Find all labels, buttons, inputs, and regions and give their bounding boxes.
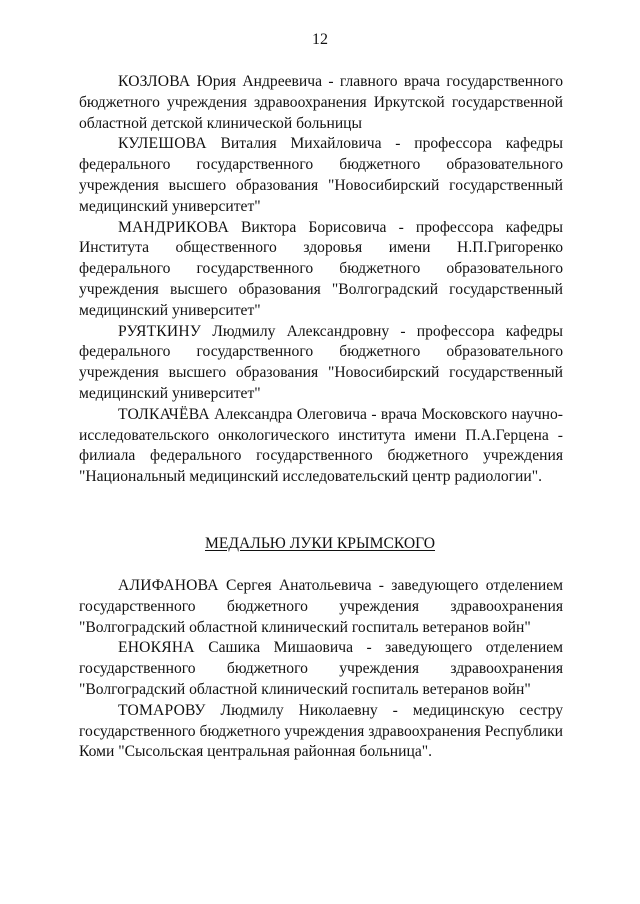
recipient-surname: ТОМАРОВУ [118,701,206,719]
award-list-1 [79,72,563,488]
recipient-details: Сашика Мишаовича - заведующего отделением государственного бюджетного учреждения здравоохранения "Волгоградский областной клинический госпиталь ветеранов войн" [79,639,563,698]
recipient-details: Людмилу Николаевну - медицинскую сестру государственного бюджетного учреждения здравоохранения Республики Коми "Сысольская центральная районная больница". [79,701,563,761]
page-number: 12 [312,31,328,48]
recipient-surname: АЛИФАНОВА [118,577,219,594]
recipient-details: Виктора Борисовича - профессора кафедры Института общественного здоровья имени Н.П.Григоренко федерального государственного бюджетного образовательного учреждения высшего образования "Волгоградский государственный медицинский университет" [79,218,563,319]
award-entry [79,701,563,763]
award-entry [79,405,563,488]
award-list-2 [79,576,563,763]
recipient-surname: РУЯТКИНУ [118,322,202,340]
award-entry [79,322,563,405]
award-entry [79,638,563,700]
recipient-surname: ЕНОКЯНА [118,639,195,657]
award-entry [79,218,563,322]
section-heading [0,534,640,554]
award-entry [79,134,563,217]
recipient-surname: КУЛЕШОВА [118,135,207,153]
recipient-details: Юрия Андреевича - главного врача государственного бюджетного учреждения здравоохранения Иркутской государственной областной детской клинической больницы [79,73,563,132]
award-entry [79,576,563,638]
recipient-details: Александра Олеговича - врача Московского научно-исследовательского онкологического института имени П.А.Герцена - филиала федерального государственного бюджетного учреждения "Национальный медицинский исследовательский центр радиологии". [79,405,563,486]
recipient-surname: КОЗЛОВА [118,73,191,90]
recipient-details: Виталия Михайловича - профессора кафедры федерального государственного бюджетного образовательного учреждения высшего образования "Новосибирский государственный медицинский университет" [79,135,563,215]
recipient-details: Людмилу Александровну - профессора кафедры федерального государственного бюджетного образовательного учреждения высшего образования "Новосибирский государственный медицинский университет" [79,322,563,402]
recipient-surname: ТОЛКАЧЁВА [118,405,210,423]
recipient-details: Сергея Анатольевича - заведующего отделением государственного бюджетного учреждения здравоохранения "Волгоградский областной клинический госпиталь ветеранов войн" [79,577,563,636]
section-heading-text: МЕДАЛЬЮ ЛУКИ КРЫМСКОГО [204,535,436,552]
award-entry [79,72,563,134]
recipient-surname: МАНДРИКОВА [118,218,229,236]
